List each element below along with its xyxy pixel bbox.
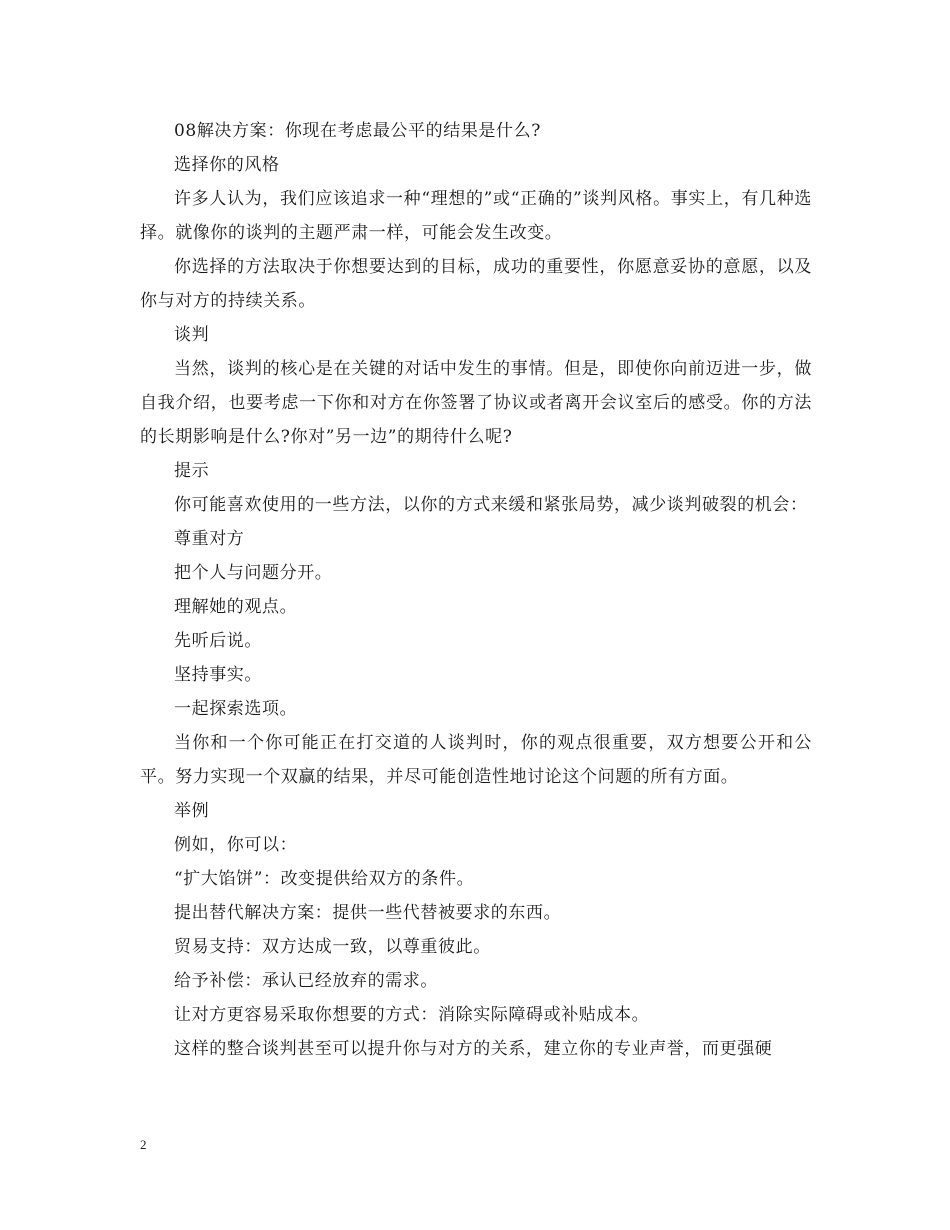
list-item-make-easier: 让对方更容易采取你想要的方式：消除实际障碍或补贴成本。	[174, 1005, 650, 1025]
list-item-understand: 理解她的观点。	[174, 597, 298, 617]
paragraph-choose-style-heading: 选择你的风格	[174, 155, 280, 175]
paragraph-solution-heading: 08解决方案：你现在考虑最公平的结果是什么?	[174, 121, 541, 141]
page-number: 2	[140, 1137, 147, 1152]
list-item-for-example: 例如，你可以：	[174, 835, 298, 855]
list-item-separate: 把个人与问题分开。	[174, 563, 333, 583]
list-item-compensation: 给予补偿：承认已经放弃的需求。	[174, 971, 438, 991]
list-item-respect: 尊重对方	[174, 529, 245, 549]
list-item-trade-support: 贸易支持：双方达成一致，以尊重彼此。	[174, 937, 491, 957]
paragraph-tips-intro: 你可能喜欢使用的一些方法，以你的方式来缓和紧张局势，减少谈判破裂的机会：	[174, 495, 808, 515]
paragraph-win-win: 当你和一个你可能正在打交道的人谈判时，你的观点很重要，双方想要公开和公平。努力实现一个双赢的结果，并尽可能创造性地讨论这个问题的所有方面。	[140, 733, 812, 787]
paragraph-example-heading: 举例	[174, 801, 210, 821]
list-item-facts: 坚持事实。	[174, 665, 262, 685]
list-item-explore-options: 一起探索选项。	[174, 699, 298, 719]
paragraph-style-intro: 许多人认为，我们应该追求一种“理想的”或“正确的”谈判风格。事实上，有几种选择。就像你的谈判的主题严肃一样，可能会发生改变。	[140, 189, 812, 243]
paragraph-tips-heading: 提示	[174, 461, 210, 481]
paragraph-negotiation-core: 当然，谈判的核心是在关键的对话中发生的事情。但是，即使你向前迈进一步，做自我介绍，也要考虑一下你和对方在你签署了协议或者离开会议室后的感受。你的方法的长期影响是什么?你对”另一边”的期待什么呢?	[140, 359, 812, 447]
paragraph-method-depends: 你选择的方法取决于你想要达到的目标，成功的重要性，你愿意妥协的意愿，以及你与对方的持续关系。	[140, 257, 812, 311]
list-item-alternatives: 提出替代解决方案：提供一些代替被要求的东西。	[174, 903, 562, 923]
list-item-listen-first: 先听后说。	[174, 631, 262, 651]
paragraph-negotiation-heading: 谈判	[174, 325, 210, 345]
list-item-expand-pie: “扩大馅饼”：改变提供给双方的条件。	[174, 869, 475, 889]
paragraph-integrative-negotiation: 这样的整合谈判甚至可以提升你与对方的关系，建立你的专业声誉，而更强硬	[174, 1039, 773, 1059]
document-body	[140, 114, 812, 1066]
